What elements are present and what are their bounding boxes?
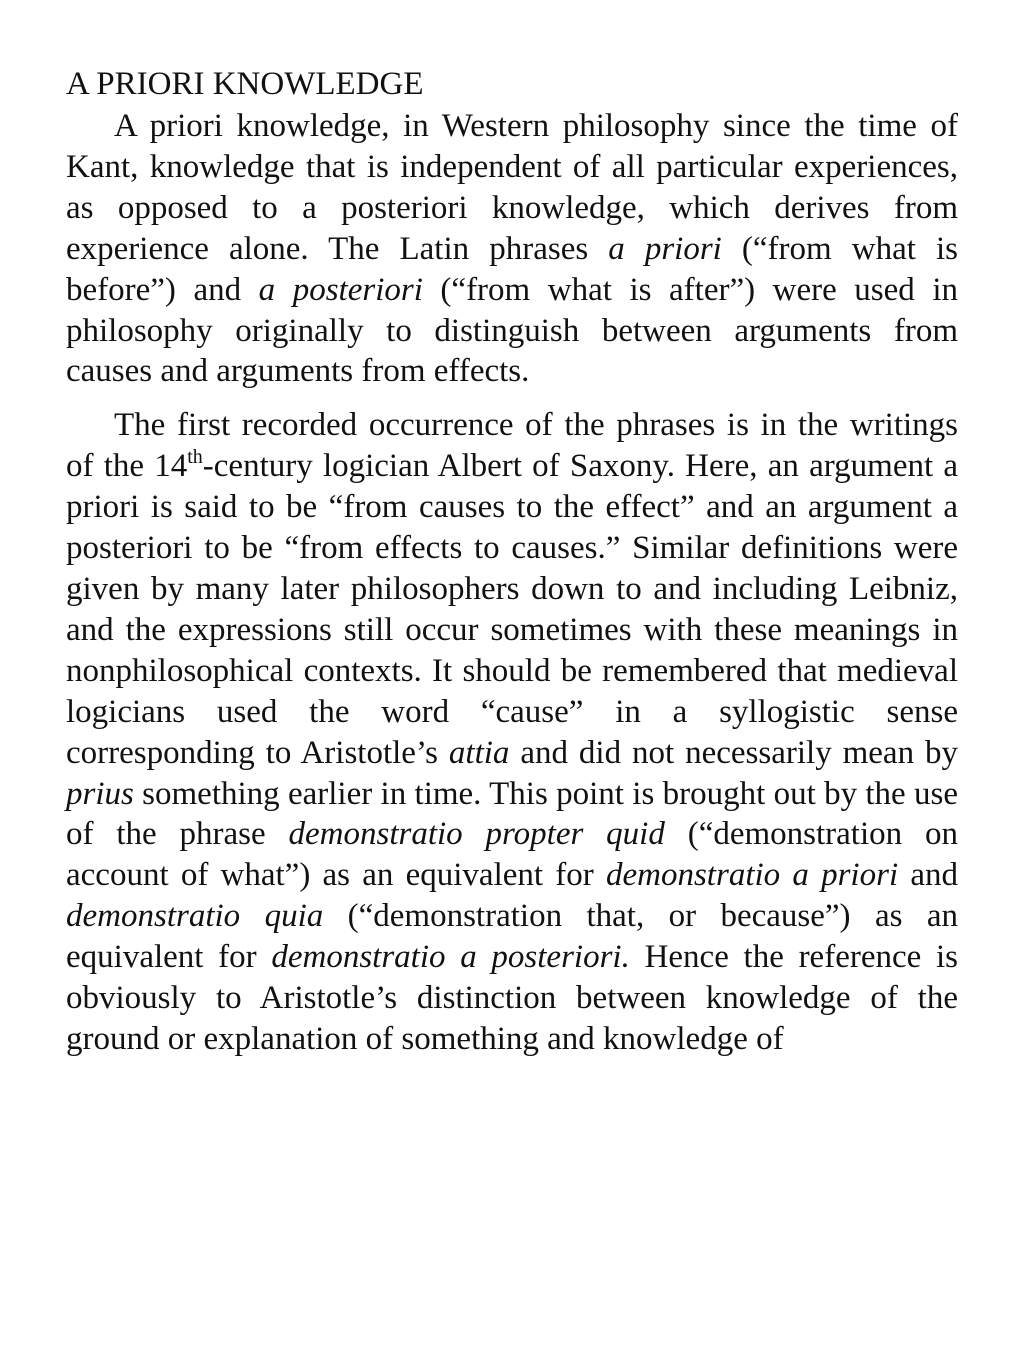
text-run: and did not necessarily mean by [509, 734, 958, 771]
italic-term: demonstratio quia [66, 898, 324, 935]
text-run: The first recorded occurrence of the phrases is in the writings of the 14 [66, 407, 958, 485]
paragraph-2 [66, 405, 958, 1060]
text-run: (“from what is before”) and [66, 230, 958, 308]
italic-term: demonstratio propter quid [288, 816, 665, 853]
text-run: Hence the reference is obviously to Aristotle’s distinction between knowledge of the ground or explanation of something and knowledge of [66, 939, 958, 1057]
text-run: A priori knowledge, in Western philosophy since the time of Kant, knowledge that is independent of all particular experiences, as opposed to a posteriori knowledge, which derives from experience alone. The Latin phrases [66, 108, 958, 267]
text-run: (“from what is after”) were used in philosophy originally to distinguish between arguments from causes and arguments from effects. [66, 271, 958, 390]
text-run: and [898, 857, 958, 894]
italic-term: attia [448, 734, 510, 771]
text-run: (“demonstration on account of what”) as an equivalent for [66, 816, 958, 894]
italic-term: prius [66, 775, 134, 812]
italic-term: demonstratio a priori [605, 857, 899, 894]
document-title: A PRIORI KNOWLEDGE [66, 66, 424, 102]
text-run: something earlier in time. This point is brought out by the use of the phrase [66, 775, 958, 853]
italic-term: a priori [608, 230, 722, 267]
text-run: (“demonstration that, or because”) as an equivalent for [66, 898, 958, 976]
italic-term: a posteriori [258, 271, 423, 308]
superscript: th [187, 446, 203, 469]
paragraph-1 [66, 106, 958, 392]
italic-term: demonstratio a posteriori. [271, 939, 630, 976]
text-run: -century logician Albert of Saxony. Here, an argument a priori is said to be “from causes to the effect” and an argument a posteriori to be “from effects to causes.” Similar definitions were given by many later philosophers down to and including Leibniz, and the expressions still occur sometimes with these meanings in nonphilosophical contexts. It should be remembered that medieval logicians used the word “cause” in a syllogistic sense corresponding to Aristotle’s [66, 448, 958, 771]
document-page [66, 62, 958, 1060]
